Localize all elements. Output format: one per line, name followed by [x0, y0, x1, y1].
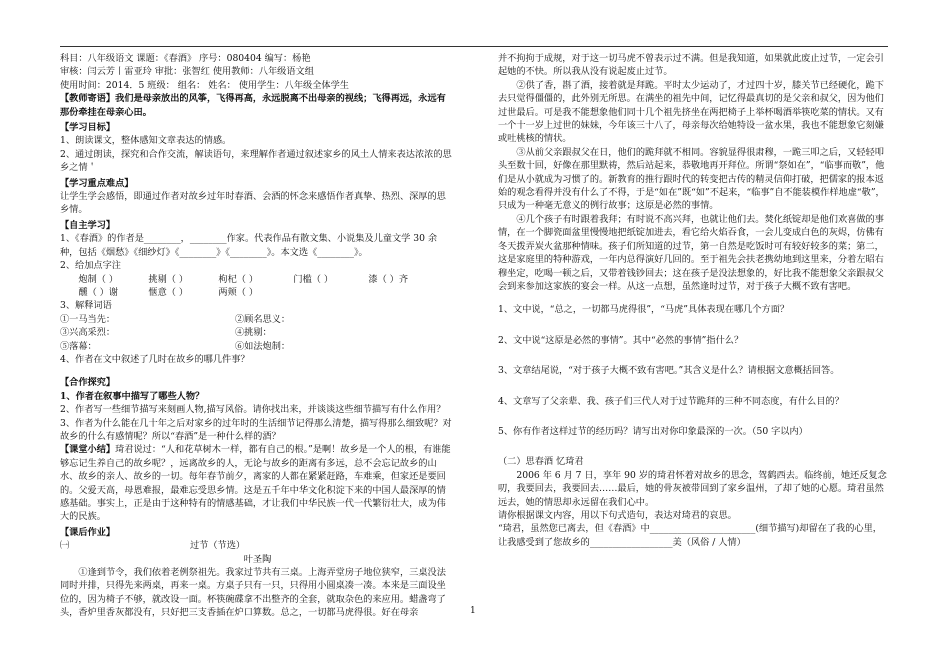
article-header: [60, 539, 455, 552]
article-title: 过节（节选）: [190, 540, 246, 552]
word-row: [60, 313, 455, 326]
word-item: ③兴高采烈：: [60, 327, 116, 339]
top-rule: [60, 46, 888, 47]
teacher-note: 【教师寄语】我们是母亲放出的风筝，飞得再高，永远脱离不出母亲的视线；飞得再远，永远有那份牵挂在母亲心田。: [60, 93, 446, 118]
question: 1、文中说，“总之，一切都马虎得很”，“马虎”具体表现在哪几个方面？: [498, 304, 790, 316]
pinyin-item: 炮制（ ）: [78, 273, 119, 285]
pinyin-row-2: [60, 286, 455, 299]
self-q4: 4、作者在文中叙述了几时在故乡的哪几件事？: [60, 353, 250, 365]
left-column: [60, 52, 455, 620]
word-item: ⑥如法炮制：: [235, 340, 291, 352]
pinyin-item: 枸杞（ ）: [218, 273, 259, 285]
word-item: ④挑剔：: [235, 327, 272, 339]
part2-instruction: 请你根据课文内容，用以下句式造句，表达对琦君的哀思。: [498, 509, 737, 521]
page-number: 1: [470, 606, 476, 616]
pinyin-item: 门槛（ ）: [293, 273, 334, 285]
summary-text: 琦君说过：“人和花草树木一样，都有自己的根。”是啊！故乡是一个人的根，有谁能够忘记生养自己的故乡呢？，远离故乡的人，无论与故乡的距离有多远，总不会忘记故乡的山水、故乡的亲人、故乡的一切。每年春节前夕，离家的人都在紧紧赶路，车难乘，但家还是要回的。父爱天高，母恩难报，最难忘受思乡情。这是五千年中华文化积淀下来的中国人最深厚的情感基础。事实上，正是由于这种特有的情感基础，才让我们中华民族一代一代繁衍壮大，成为伟大的民族。: [60, 444, 451, 523]
pinyin-item: 惬意（ ）: [148, 286, 189, 298]
part-number: ㈠: [60, 540, 70, 552]
self-q3: 3、解释词语: [60, 300, 112, 312]
part2-title: （二）思春酒 忆琦君: [498, 456, 584, 468]
key-title: 【学习重点难点】: [60, 177, 134, 189]
coop-item: 2、作者写一些细节描写来刻画人物,描写风俗。请你找出来，并谈谈这些细节描写有什么作用？: [60, 404, 446, 416]
header-line-3: 使用时间：2014．5 班级： 组名： 姓名： 使用学生：八年级全体学生: [60, 79, 349, 91]
header-line-1: 科目：八年级语文 课题：《春酒》 序号：080404 编写：杨艳: [60, 53, 311, 64]
word-row: [60, 340, 455, 353]
question: 3、文章结尾说，“对于孩子大概不致有害吧。”其含义是什么？请根据文意概括回答。: [498, 365, 840, 377]
part2-paragraph: 2006 年 6 月 7 日，享年 90 岁的琦君怀着对故乡的思念，驾鹤西去。临终前，她还反复念叨，我要回去，我要回去……最后，她的骨灰被带回到了家乡温州，了却了她的心愿。琦君虽然远去，她的情思却永远留在我们心中。: [498, 469, 887, 508]
self-q2: 2、给加点字注: [60, 260, 121, 272]
summary: [60, 443, 455, 523]
goals-title: 【学习目标】: [60, 122, 116, 134]
self-study-title: 【自主学习】: [60, 219, 116, 231]
self-q1: 1、《春酒》的作者是________，________作家。代表作品有散文集、小说集及儿童文学 30 余种，包括《烟愁》《细纱灯》《________》《________》。本文选《________》。: [60, 233, 438, 258]
article-paragraph-4: ④几个孩子有时跟着我拜；有时说不高兴拜，也就让他们去。焚化纸锭却是他们欢喜做的事情，在一个脚瓷面盆里慢慢地把纸锭加进去，看它给火焰吞食，一会儿变成白色的灰烬，仿佛有冬天拨弄炭火盆那种情味。孩子们所知道的过节，第一自然是吃饭时可有较好较多的菜；第二，这是家庭里的特种游戏，一年内总得演好几回的。至于祖先会扶老携幼地到这里来，分着左昭右穆坐定，吃喝一顿之后，又带着钱钞回去；这在孩子是没法想象的，好比我不能想象父亲跟叔父会到来参加这家族的宴会一样。从这一点想，虽然逢时过节，对于孩子大概不致有害吧。: [498, 213, 884, 292]
article-paragraph-1: ①逢到节令，我们依着老例祭祖先。我家过节共有三桌。上海弄堂房子地位狭窄，三桌没法同时并排，只得先来两桌，再来一桌。方桌子只有一只，只得用小圆桌凑一凑。本来是三面设坐位的，因为椅子不够，就改设一面。杯筷碗碟拿不出整齐的全套，就取杂色的来应用。蜡盏弯了头，香炉里香灰都没有，只好把三支香插在炉口算数。总之，一切都马虎得很。好在母亲: [60, 567, 446, 619]
question: 5、你有作者这样过节的经历吗？请写出对你印象最深的一次。（50 字以内）: [498, 425, 808, 437]
word-item: ⑤落幕：: [60, 340, 97, 352]
pinyin-item: 挑剔（ ）: [148, 273, 189, 285]
right-column: [498, 52, 888, 549]
question: 2、文中说“这原是必然的事情”。其中“必然的事情”指什么？: [498, 334, 744, 346]
goal-item: 2、通过朗读，探究和合作交流，解读语句，来理解作者通过叙述家乡的风土人情来表达浓浓的思乡之情＇: [60, 148, 452, 174]
part2-sentence: “琦君，虽然您已离去，但《春酒》中_______________________(细节描写)却留在了我的心里，让我感受到了您故乡的__________________美（风俗 / 人情）: [498, 523, 882, 548]
word-item: ②顾名思义：: [235, 313, 291, 325]
coop-item: 3、作者为什么能在几十年之后对家乡的过年时的生活细节记得那么清楚，描写得那么细致呢？对故乡的什么有感情呢？所以“春酒”是一种什么样的酒？: [60, 417, 452, 442]
pinyin-item: 醺（ ）谢: [78, 286, 119, 298]
pinyin-item: 漆（ ）齐: [368, 273, 409, 285]
goal-item: 1、朗读课文，整体感知文章表达的情感。: [60, 135, 232, 147]
pinyin-row-1: [60, 273, 455, 286]
word-row: [60, 326, 455, 339]
coop-item: 1、作者在叙事中描写了哪些人物？: [60, 390, 205, 402]
article-paragraph-3: ③从前父亲跟叔父在日，他们的跪拜就不相同。容貌显得很肃穆，一跪三叩之后，又轻轻叩头至数十回，好像在那里默祷，然后站起来，恭敬地再开拜位。所谓“祭如在”，“临事而敬”，他们是从小就成为习惯了的。新教育的推行跟时代的转变把古传的精灵信仰打破，把儒家的报本返始的观念看得并没有什么了不得，于是“如在”既“如”不起来，“临事”自不能装模作样地虚“敬”，只成为一种毫无意义的例行故事；这原是必然的事情。: [498, 146, 885, 212]
summary-label: 【课堂小结】: [60, 444, 116, 456]
article-author: 叶圣陶: [243, 553, 272, 565]
pinyin-item: 两颊（ ）: [218, 286, 259, 298]
homework-title: 【课后作业】: [60, 526, 116, 538]
header-line-2: 审核：闫云芳丨雷亚玲 审批：张智红 使用教师：八年级语文组: [60, 66, 314, 78]
article-paragraph-2: ②供了香，斟了酒，接着就是拜跪。平时太少运动了，才过四十岁，膝关节已经硬化，跪下去只觉得僵僵的，此外别无所思。在满坐的祖先中间，记忆得最真切的是父亲和叔父，因为他们过世最后。可是我不能想象他们同十几个祖先挤坐在两把椅子上举杯喝酒举筷吃菜的情状。又有一个十一岁上过世的妹妹，今年该三十八了，母亲每次给她特设一盆水果，我也不能想象它刻嫌或吐桃核的情状。: [498, 79, 884, 145]
coop-title: 【合作探究】: [60, 377, 116, 389]
question: 4、文章写了父亲辈、我、孩子们三代人对于过节跪拜的三种不同态度，有什么目的？: [498, 395, 844, 407]
article-paragraph-1-cont: 并不拘拘于成规，对于这一切马虎不曾表示过不满。但是我知道，如果就此废止过节，一定会引起她的不快。所以我从没有说起废止过节。: [498, 53, 884, 78]
word-item: ①一马当先：: [60, 313, 116, 325]
key-text: 让学生学会感悟，即通过作者对故乡过年时春酒、会酒的怀念来感悟作者真挚、热烈、深厚的思乡情。: [60, 191, 446, 216]
